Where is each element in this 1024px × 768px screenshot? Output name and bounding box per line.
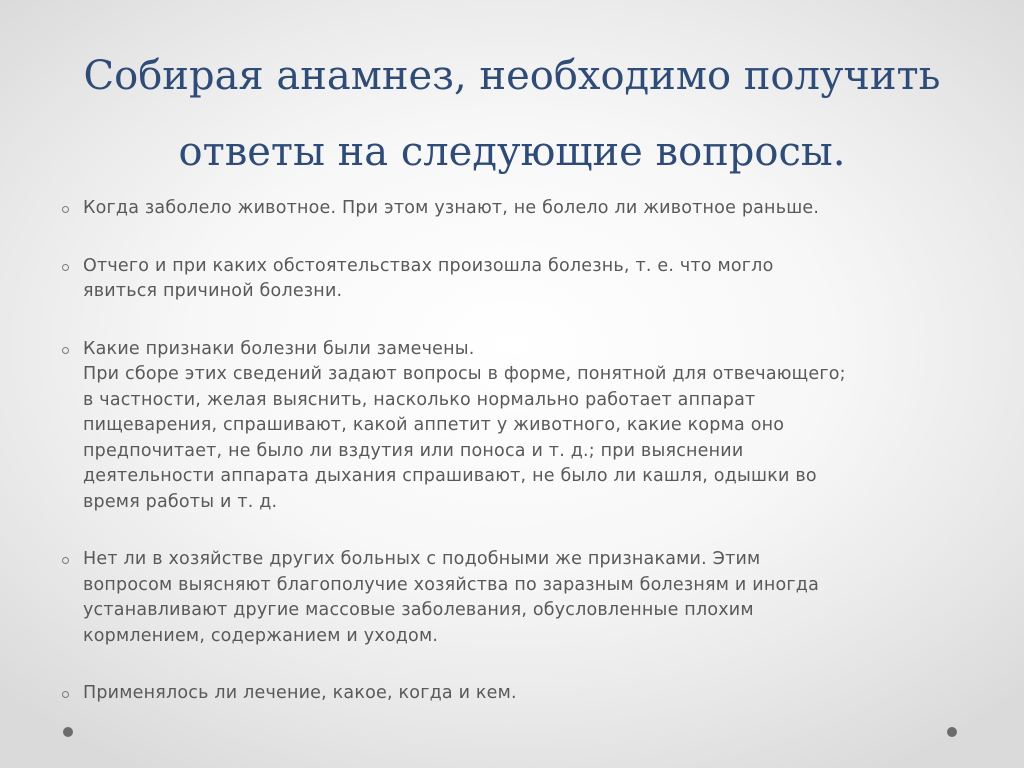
question-text-line: Когда заболело животное. При этом узнают, не болело ли животное раньше.: [83, 198, 820, 218]
question-text-line: кормлением, содержанием и уходом.: [83, 625, 439, 646]
bullet-circle-icon: [62, 347, 69, 354]
decorative-dot-left: [63, 727, 73, 737]
bullet-circle-icon: [62, 691, 69, 698]
bullet-circle-icon: [62, 264, 69, 271]
question-item: [62, 547, 982, 649]
question-text: [83, 547, 982, 649]
question-item: [62, 196, 982, 222]
question-text: [83, 254, 982, 305]
question-item: [62, 254, 982, 305]
question-item: [62, 681, 982, 707]
title-line-1: Собирая анамнез, необходимо получить: [83, 53, 941, 99]
question-text: [83, 337, 982, 516]
slide-title: [60, 38, 964, 190]
question-text-line: Нет ли в хозяйстве других больных с подобными же признаками. Этим: [83, 549, 761, 569]
bullet-circle-icon: [62, 206, 69, 213]
question-text-line: деятельности аппарата дыхания спрашивают, не было ли кашля, одышки во: [83, 466, 817, 486]
question-text: [83, 681, 982, 707]
question-text-line: устанавливают другие массовые заболевания, обусловленные плохим: [83, 600, 754, 620]
question-text-line: Применялось ли лечение, какое, когда и кем.: [83, 683, 517, 703]
question-text-line: вопросом выясняют благополучие хозяйства по заразным болезням и иногда: [83, 574, 819, 595]
question-text-line: Отчего и при каких обстоятельствах произошла болезнь, т. е. что могло: [83, 255, 774, 276]
question-text-line: Какие признаки болезни были замечены.: [83, 338, 475, 359]
question-list: [62, 196, 982, 707]
question-text-line: При сборе этих сведений задают вопросы в форме, понятной для отвечающего;: [83, 364, 846, 384]
question-text-line: время работы и т. д.: [83, 491, 278, 512]
question-text-line: пищеварения, спрашивают, какой аппетит у животного, какие корма оно: [83, 415, 785, 435]
question-text-line: в частности, желая выяснить, насколько нормально работает аппарат: [83, 389, 756, 410]
bullet-circle-icon: [62, 557, 69, 564]
title-line-2: ответы на следующие вопросы.: [178, 129, 846, 175]
question-item: [62, 337, 982, 516]
question-text-line: предпочитает, не было ли вздутия или поноса и т. д.; при выяснении: [83, 440, 744, 461]
question-text-line: явиться причиной болезни.: [83, 281, 343, 301]
question-text: [83, 196, 982, 222]
decorative-dot-right: [947, 727, 957, 737]
